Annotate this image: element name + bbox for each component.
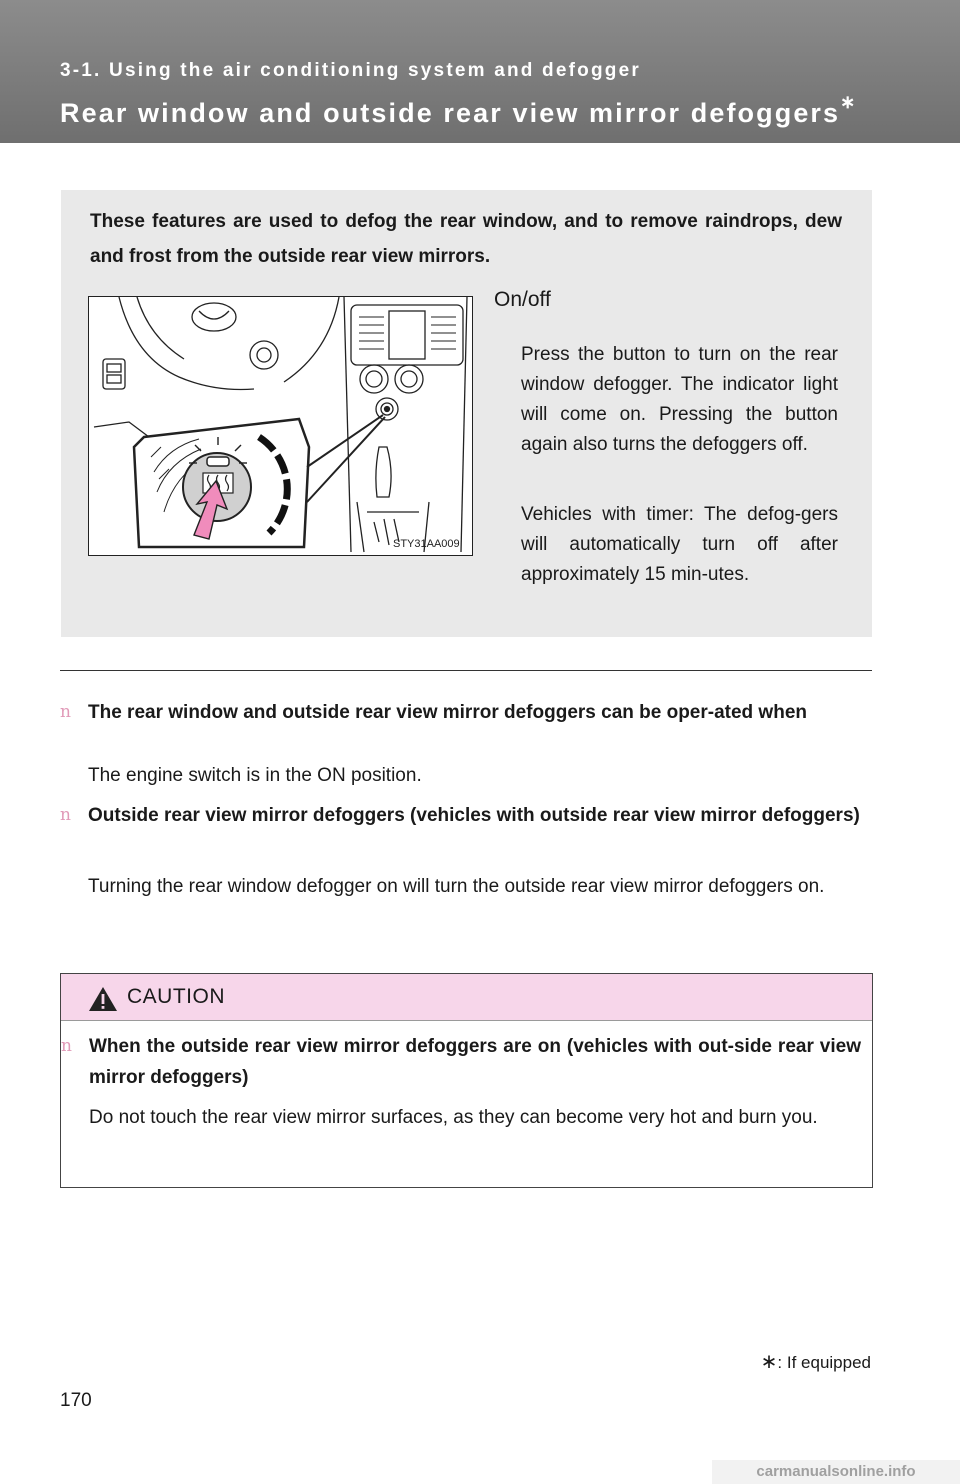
item-heading-text: Outside rear view mirror defoggers (vehicles with outside rear view mirror defoggers) (88, 805, 860, 826)
caution-body: Do not touch the rear view mirror surfaces, as they can become very hot and burn you. (89, 1107, 818, 1128)
timer-paragraph: Vehicles with timer: The defog-gers will automatically turn off after approximately 15 min-utes. (521, 504, 838, 585)
page-title (60, 92, 858, 129)
warning-triangle-icon (88, 986, 118, 1012)
caution-title: CAUTION (127, 985, 225, 1008)
dashboard-drawing (89, 297, 472, 555)
caution-box (60, 973, 873, 1188)
item-heading-text: The rear window and outside rear view mirror defoggers can be oper-ated when (88, 702, 807, 723)
item-heading (60, 800, 860, 831)
item-heading (60, 697, 860, 728)
intro-text: These features are used to defog the rear window, and to remove raindrops, dew and frost from the outside rear view mirrors. (90, 211, 842, 267)
bullet-icon: n (61, 1036, 72, 1056)
item-body: Turning the rear window defogger on will turn the outside rear view mirror defoggers on. (88, 876, 825, 897)
page-header (0, 0, 960, 143)
section-divider (60, 670, 872, 671)
footnote (761, 1349, 871, 1374)
bullet-icon: n (60, 805, 71, 825)
figure-code: STY31AA009 (393, 538, 460, 550)
item-body: The engine switch is in the ON position. (88, 765, 422, 786)
footnote-text: : If equipped (777, 1353, 871, 1372)
defogger-button-illustration (88, 296, 473, 556)
caution-heading (61, 1031, 861, 1093)
caution-header (61, 974, 872, 1021)
intro-box (61, 190, 872, 637)
caution-heading-text: When the outside rear view mirror defoggers are on (vehicles with out-side rear view mirror defoggers) (89, 1036, 861, 1088)
watermark: carmanualsonline.info (712, 1460, 960, 1484)
if-equipped-mark: ∗ (840, 92, 858, 112)
asterisk-icon: ∗ (760, 1351, 778, 1373)
page-title-text: Rear window and outside rear view mirror defoggers (60, 98, 841, 128)
bullet-icon: n (60, 702, 71, 722)
section-title: 3-1. Using the air conditioning system and defogger (60, 60, 641, 81)
page-number: 170 (60, 1390, 92, 1411)
on-off-paragraph: Press the button to turn on the rear window defogger. The indicator light will come on. Pressing the button again also turns the defoggers off. (521, 344, 838, 455)
on-off-heading: On/off (494, 288, 551, 311)
